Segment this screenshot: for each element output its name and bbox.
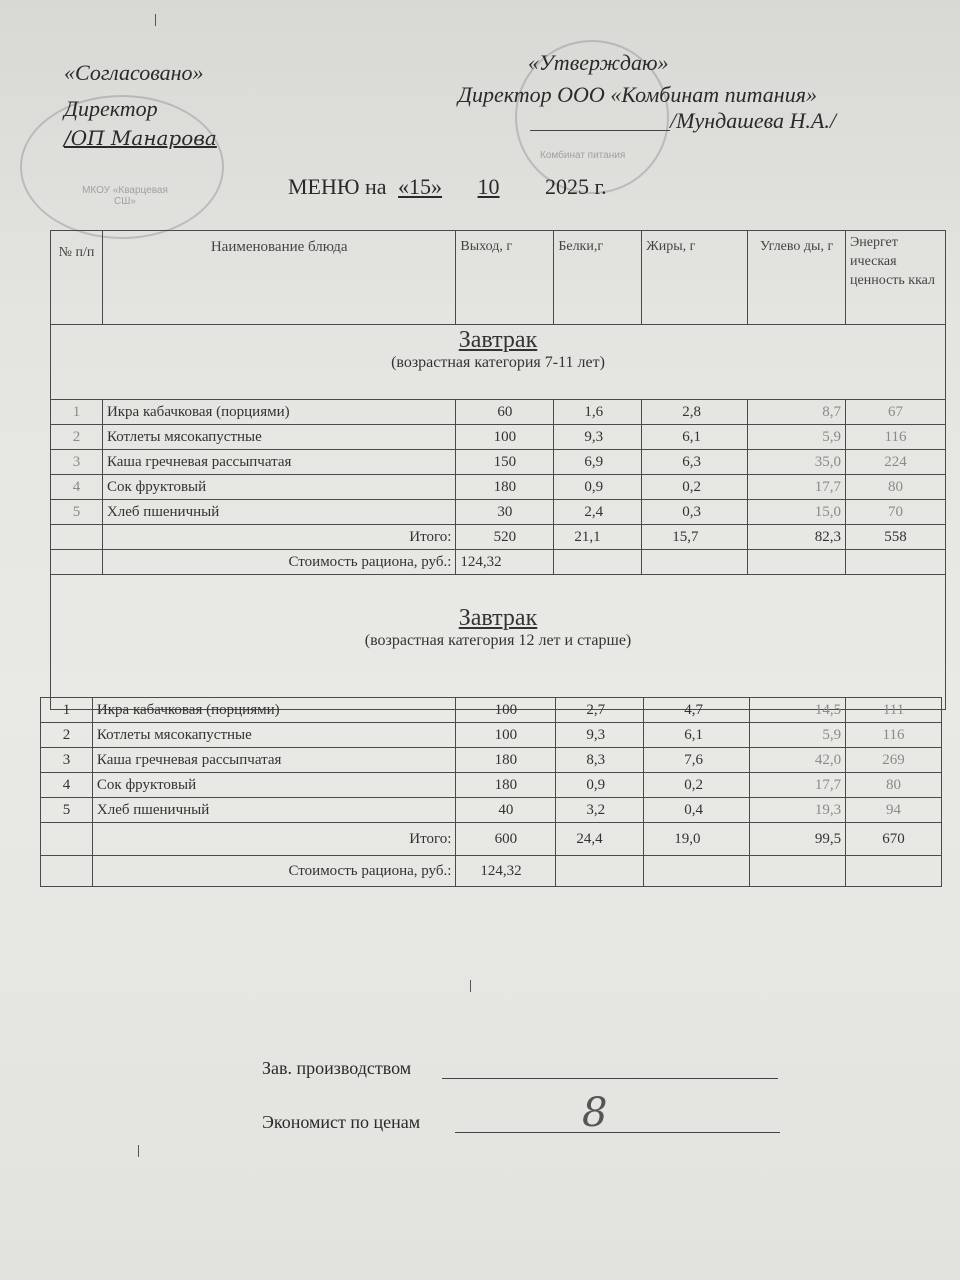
- section-title: Завтрак: [458, 327, 538, 353]
- row-dish: Каша гречневая рассыпчатая: [102, 450, 455, 475]
- cost-value: 124,32: [456, 856, 556, 887]
- row-out: 180: [456, 475, 554, 500]
- row-carb: 42,0: [750, 748, 846, 773]
- section-title-row: [51, 325, 946, 400]
- approved-label: «Утверждаю»: [528, 50, 669, 75]
- table-row: [41, 698, 942, 723]
- row-carb: 19,3: [750, 798, 846, 823]
- row-num: 4: [41, 773, 93, 798]
- total-row: [51, 525, 946, 550]
- row-fat: 7,6: [644, 748, 750, 773]
- row-carb: 15,0: [748, 500, 846, 525]
- economist-label: Экономист по ценам: [262, 1112, 421, 1132]
- row-num: 3: [51, 450, 103, 475]
- row-num: 1: [41, 698, 93, 723]
- table-row: [41, 748, 942, 773]
- table-row: [51, 475, 946, 500]
- title-day: «15»: [398, 174, 443, 199]
- approved-name: /Мундашева Н.А./: [670, 108, 836, 133]
- total-fat: 19,0: [644, 823, 750, 856]
- row-carb: 14,5: [750, 698, 846, 723]
- production-label: Зав. производством: [262, 1058, 412, 1078]
- row-fat: 0,2: [644, 773, 750, 798]
- row-protein: 6,9: [554, 450, 642, 475]
- row-fat: 4,7: [644, 698, 750, 723]
- row-fat: 6,3: [642, 450, 748, 475]
- row-dish: Сок фруктовый: [102, 475, 455, 500]
- cost-label: Стоимость рациона, руб.:: [102, 550, 455, 575]
- total-out: 520: [456, 525, 554, 550]
- row-protein: 1,6: [554, 400, 642, 425]
- table-row: [51, 425, 946, 450]
- menu-table-7-11: [50, 230, 946, 710]
- row-protein: 9,3: [554, 425, 642, 450]
- left-stamp-text: МКОУ «Кварцевая СШ»: [82, 185, 168, 207]
- row-num: 4: [51, 475, 103, 500]
- table-row: [41, 723, 942, 748]
- row-kcal: 116: [846, 425, 946, 450]
- row-out: 100: [456, 698, 556, 723]
- row-fat: 2,8: [642, 400, 748, 425]
- row-kcal: 80: [846, 475, 946, 500]
- row-kcal: 67: [846, 400, 946, 425]
- row-fat: 0,4: [644, 798, 750, 823]
- total-carb: 99,5: [750, 823, 846, 856]
- title-year: 2025 г.: [545, 174, 607, 199]
- total-label: Итого:: [102, 525, 455, 550]
- section-title-row: [51, 575, 946, 710]
- col-fat-header: Жиры, г: [642, 231, 748, 325]
- row-protein: 3,2: [556, 798, 644, 823]
- row-out: 100: [456, 723, 556, 748]
- menu-title: [288, 174, 607, 200]
- table-row: [41, 798, 942, 823]
- row-fat: 6,1: [644, 723, 750, 748]
- cost-label: Стоимость рациона, руб.:: [92, 856, 456, 887]
- row-out: 40: [456, 798, 556, 823]
- row-carb: 8,7: [748, 400, 846, 425]
- total-kcal: 670: [846, 823, 942, 856]
- row-dish: Котлеты мясокапустные: [92, 723, 456, 748]
- section-subtitle: (возрастная категория 7-11 лет): [391, 354, 605, 371]
- scan-tick: [138, 1145, 139, 1157]
- row-out: 150: [456, 450, 554, 475]
- col-protein-header: Белки,г: [554, 231, 642, 325]
- row-out: 180: [456, 748, 556, 773]
- total-carb: 82,3: [748, 525, 846, 550]
- total-label: Итого:: [92, 823, 456, 856]
- row-carb: 17,7: [750, 773, 846, 798]
- row-dish: Сок фруктовый: [92, 773, 456, 798]
- col-num-header: № п/п: [51, 231, 103, 325]
- cost-row: [51, 550, 946, 575]
- table-row: [41, 773, 942, 798]
- row-dish: Хлеб пшеничный: [102, 500, 455, 525]
- row-kcal: 224: [846, 450, 946, 475]
- row-protein: 2,7: [556, 698, 644, 723]
- total-out: 600: [456, 823, 556, 856]
- row-out: 100: [456, 425, 554, 450]
- row-kcal: 269: [846, 748, 942, 773]
- row-carb: 17,7: [748, 475, 846, 500]
- total-row: [41, 823, 942, 856]
- row-num: 2: [51, 425, 103, 450]
- approved-signature-line: [530, 130, 670, 131]
- total-kcal: 558: [846, 525, 946, 550]
- row-dish: Икра кабачковая (порциями): [92, 698, 456, 723]
- table-row: [51, 450, 946, 475]
- cost-row: [41, 856, 942, 887]
- row-dish: Хлеб пшеничный: [92, 798, 456, 823]
- row-carb: 5,9: [748, 425, 846, 450]
- row-out: 30: [456, 500, 554, 525]
- economist-signature-line: [455, 1132, 780, 1133]
- row-dish: Котлеты мясокапустные: [102, 425, 455, 450]
- row-kcal: 116: [846, 723, 942, 748]
- row-num: 5: [41, 798, 93, 823]
- approved-role: Директор ООО «Комбинат питания»: [458, 82, 817, 107]
- row-protein: 8,3: [556, 748, 644, 773]
- row-out: 180: [456, 773, 556, 798]
- row-fat: 0,3: [642, 500, 748, 525]
- row-num: 1: [51, 400, 103, 425]
- row-num: 5: [51, 500, 103, 525]
- row-num: 3: [41, 748, 93, 773]
- section-subtitle: (возрастная категория 12 лет и старше): [364, 632, 632, 649]
- menu-table-12-plus: [40, 697, 942, 887]
- total-protein: 24,4: [556, 823, 644, 856]
- production-signature-line: [442, 1078, 778, 1079]
- total-fat: 15,7: [642, 525, 748, 550]
- agreed-label: «Согласовано»: [64, 60, 204, 85]
- row-kcal: 70: [846, 500, 946, 525]
- total-protein: 21,1: [554, 525, 642, 550]
- row-fat: 6,1: [642, 425, 748, 450]
- row-kcal: 80: [846, 773, 942, 798]
- row-dish: Каша гречневая рассыпчатая: [92, 748, 456, 773]
- table-header-row: [51, 231, 946, 325]
- row-kcal: 94: [846, 798, 942, 823]
- economist-signature: 8: [582, 1090, 608, 1136]
- scan-tick: [155, 14, 156, 26]
- table-row: [51, 500, 946, 525]
- col-name-header: Наименование блюда: [102, 231, 455, 325]
- right-stamp-text: Комбинат питания: [540, 150, 626, 161]
- table-row: [51, 400, 946, 425]
- title-month: 10: [477, 174, 500, 199]
- row-protein: 9,3: [556, 723, 644, 748]
- row-fat: 0,2: [642, 475, 748, 500]
- row-out: 60: [456, 400, 554, 425]
- row-num: 2: [41, 723, 93, 748]
- row-carb: 35,0: [748, 450, 846, 475]
- row-kcal: 111: [846, 698, 942, 723]
- agreed-signature: /ОП Манарова: [64, 126, 217, 150]
- col-kcal-header: Энергет ическая ценность ккал: [846, 231, 946, 325]
- row-protein: 0,9: [556, 773, 644, 798]
- row-dish: Икра кабачковая (порциями): [102, 400, 455, 425]
- col-carb-header: Углево ды, г: [748, 231, 846, 325]
- row-protein: 2,4: [554, 500, 642, 525]
- agreed-role: Директор: [64, 96, 158, 121]
- row-protein: 0,9: [554, 475, 642, 500]
- scan-tick: [470, 980, 471, 992]
- cost-value: 124,32: [456, 550, 554, 575]
- row-carb: 5,9: [750, 723, 846, 748]
- title-prefix: МЕНЮ на: [288, 174, 387, 199]
- col-out-header: Выход, г: [456, 231, 554, 325]
- section-title: Завтрак: [458, 605, 538, 631]
